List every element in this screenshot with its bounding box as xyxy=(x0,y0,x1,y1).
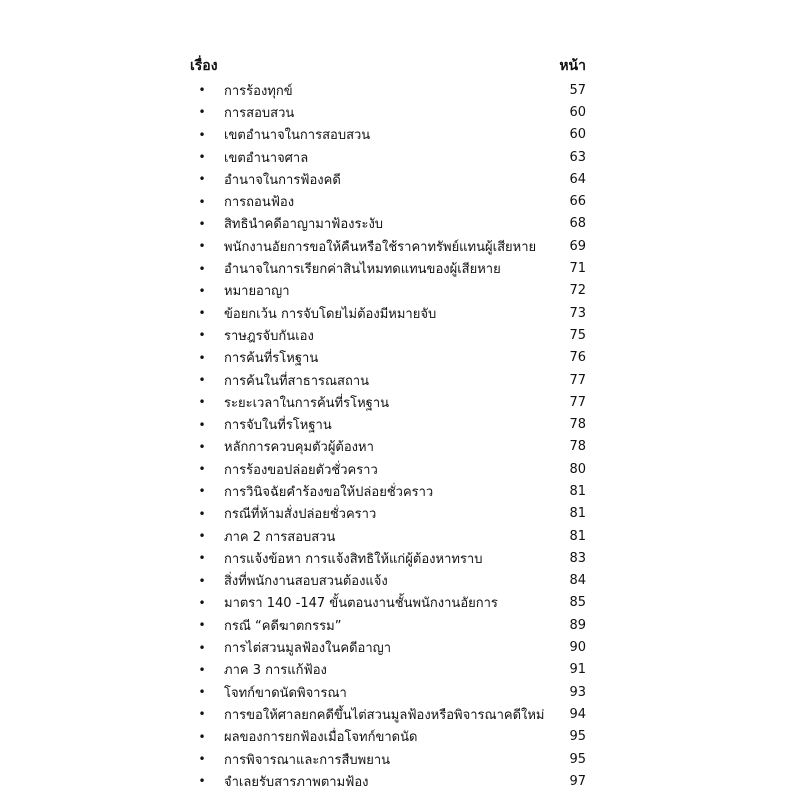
toc-entry xyxy=(190,614,586,636)
toc-entry-title: การค้นในที่สาธารณสถาน xyxy=(224,373,370,389)
toc-entry-page: 83 xyxy=(569,550,586,566)
toc-entry xyxy=(190,324,586,346)
toc-header xyxy=(190,55,586,77)
toc-entry-page: 94 xyxy=(569,706,586,722)
bullet-icon: • xyxy=(198,350,206,365)
bullet-icon: • xyxy=(198,216,206,231)
toc-entry-title: ระยะเวลาในการค้นที่รโหฐาน xyxy=(224,395,390,411)
toc-entry-title: การร้องขอปล่อยตัวชั่วคราว xyxy=(224,462,378,478)
toc-entry-title: การแจ้งข้อหา การแจ้งสิทธิให้แก่ผู้ต้องหาทราบ xyxy=(224,551,483,567)
bullet-icon: • xyxy=(198,685,206,700)
toc-entry xyxy=(190,681,586,703)
toc-entry-page: 95 xyxy=(569,729,586,745)
toc-entry xyxy=(190,659,586,681)
toc-entry xyxy=(190,280,586,302)
toc-entry-title: ราษฎรจับกันเอง xyxy=(224,328,314,344)
toc-entry xyxy=(190,235,586,257)
toc-entry-page: 89 xyxy=(569,617,586,633)
toc-entry-page: 72 xyxy=(569,283,586,299)
toc-entry-title: ภาค 2 การสอบสวน xyxy=(224,529,336,545)
bullet-icon: • xyxy=(198,261,206,276)
bullet-icon: • xyxy=(198,439,206,454)
toc-entry-title: อำนาจในการเรียกค่าสินไหมทดแทนของผู้เสียหาย xyxy=(224,262,501,278)
bullet-icon: • xyxy=(198,373,206,387)
toc-entry xyxy=(190,79,586,101)
toc-entry-page: 73 xyxy=(569,305,586,321)
toc-entry-page: 77 xyxy=(569,394,586,410)
toc-entry xyxy=(190,190,586,212)
toc-entry xyxy=(190,636,586,658)
toc-entry-title: เขตอำนาจศาล xyxy=(224,150,309,166)
bullet-icon: • xyxy=(198,239,206,254)
bullet-icon: • xyxy=(198,172,206,187)
toc-entry-title: การสอบสวน xyxy=(224,105,295,121)
toc-entry xyxy=(190,748,586,770)
toc-page-heading: หน้า xyxy=(559,58,586,74)
toc-entry-title: การวินิจฉัยคำร้องขอให้ปล่อยชั่วคราว xyxy=(224,484,434,500)
toc-entry xyxy=(190,369,586,391)
toc-entry xyxy=(190,302,586,324)
bullet-icon: • xyxy=(198,283,206,298)
bullet-icon: • xyxy=(198,83,206,98)
toc-entry-title: กรณีที่ห้ามสั่งปล่อยชั่วคราว xyxy=(224,507,377,523)
bullet-icon: • xyxy=(198,194,206,209)
toc-list xyxy=(190,79,586,793)
toc-entry-title: การค้นที่รโหฐาน xyxy=(224,351,319,367)
toc-entry xyxy=(190,570,586,592)
toc-entry xyxy=(190,480,586,502)
toc-entry-page: 57 xyxy=(569,82,586,98)
toc-entry-title: ข้อยกเว้น การจับโดยไม่ต้องมีหมายจับ xyxy=(224,306,437,322)
bullet-icon: • xyxy=(198,328,206,343)
bullet-icon: • xyxy=(198,417,206,432)
toc-entry-page: 80 xyxy=(569,461,586,477)
bullet-icon: • xyxy=(198,707,206,722)
bullet-icon: • xyxy=(198,462,206,477)
bullet-icon: • xyxy=(198,105,206,120)
toc-entry-page: 78 xyxy=(569,439,586,455)
toc-entry-page: 64 xyxy=(569,171,586,187)
toc-entry-title: มาตรา 140 -147 ขั้นตอนงานชั้นพนักงานอัยการ xyxy=(224,596,498,612)
toc-entry-title: การร้องทุกข์ xyxy=(224,83,293,99)
bullet-icon: • xyxy=(198,395,206,410)
toc-entry xyxy=(190,458,586,480)
toc-title-heading: เรื่อง xyxy=(190,58,218,74)
toc-entry-title: การไต่สวนมูลฟ้องในคดีอาญา xyxy=(224,641,392,657)
bullet-icon: • xyxy=(198,729,206,744)
toc-entry-page: 66 xyxy=(569,194,586,210)
toc-entry-title: การขอให้ศาลยกคดีขึ้นไต่สวนมูลฟ้องหรือพิจารณาคดีใหม่ xyxy=(224,707,545,723)
bullet-icon: • xyxy=(198,506,206,521)
toc-entry-page: 60 xyxy=(569,104,586,120)
table-of-contents xyxy=(190,55,586,793)
toc-entry-title: การจับในที่รโหฐาน xyxy=(224,418,332,434)
bullet-icon: • xyxy=(198,573,206,588)
bullet-icon: • xyxy=(198,551,206,566)
toc-entry-page: 63 xyxy=(569,149,586,165)
toc-entry-page: 77 xyxy=(569,372,586,388)
bullet-icon: • xyxy=(198,752,206,767)
toc-entry-title: ภาค 3 การแก้ฟ้อง xyxy=(224,663,327,679)
toc-entry-title: สิ่งที่พนักงานสอบสวนต้องแจ้ง xyxy=(224,574,388,590)
toc-entry xyxy=(190,257,586,279)
toc-entry-page: 90 xyxy=(569,640,586,656)
toc-entry-title: หมายอาญา xyxy=(224,284,290,300)
toc-entry-title: โจทก์ขาดนัดพิจารณา xyxy=(224,685,347,701)
toc-entry-title: หลักการควบคุมตัวผู้ต้องหา xyxy=(224,440,374,456)
toc-entry-page: 68 xyxy=(569,216,586,232)
toc-entry-page: 91 xyxy=(569,662,586,678)
toc-entry xyxy=(190,413,586,435)
toc-entry xyxy=(190,592,586,614)
toc-entry xyxy=(190,101,586,123)
toc-entry-title: การพิจารณาและการสืบพยาน xyxy=(224,752,391,768)
toc-entry xyxy=(190,168,586,190)
toc-entry-page: 95 xyxy=(569,751,586,767)
toc-entry-page: 84 xyxy=(569,573,586,589)
toc-entry-page: 81 xyxy=(569,506,586,522)
toc-entry-title: ผลของการยกฟ้องเมื่อโจทก์ขาดนัด xyxy=(224,730,418,746)
toc-entry-title: พนักงานอัยการขอให้คืนหรือใช้ราคาทรัพย์แทนผู้เสียหาย xyxy=(224,239,537,255)
bullet-icon: • xyxy=(198,618,206,633)
toc-entry-page: 81 xyxy=(569,483,586,499)
toc-entry xyxy=(190,770,586,792)
bullet-icon: • xyxy=(198,640,206,655)
toc-entry-title: เขตอำนาจในการสอบสวน xyxy=(224,128,371,144)
toc-entry-page: 76 xyxy=(569,350,586,366)
toc-entry xyxy=(190,726,586,748)
toc-entry xyxy=(190,347,586,369)
toc-entry xyxy=(190,124,586,146)
toc-entry-page: 85 xyxy=(569,595,586,611)
toc-entry-title: อำนาจในการฟ้องคดี xyxy=(224,172,341,188)
toc-entry-title: จำเลยรับสารภาพตามฟ้อง xyxy=(224,774,369,790)
toc-entry-page: 60 xyxy=(569,127,586,143)
toc-entry xyxy=(190,547,586,569)
toc-entry xyxy=(190,436,586,458)
toc-entry xyxy=(190,703,586,725)
bullet-icon: • xyxy=(198,127,206,142)
bullet-icon: • xyxy=(198,529,206,544)
toc-entry xyxy=(190,525,586,547)
toc-entry-page: 97 xyxy=(569,773,586,789)
toc-entry-title: สิทธินำคดีอาญามาฟ้องระงับ xyxy=(224,217,384,233)
toc-entry-page: 75 xyxy=(569,327,586,343)
toc-entry-page: 78 xyxy=(569,417,586,433)
bullet-icon: • xyxy=(198,484,206,499)
toc-entry-title: กรณี “คดีฆาตกรรม” xyxy=(224,618,342,634)
bullet-icon: • xyxy=(198,306,206,321)
toc-entry-page: 69 xyxy=(569,238,586,254)
toc-entry-page: 81 xyxy=(569,528,586,544)
toc-entry xyxy=(190,503,586,525)
toc-entry xyxy=(190,146,586,168)
bullet-icon: • xyxy=(198,662,206,677)
toc-entry-page: 93 xyxy=(569,684,586,700)
bullet-icon: • xyxy=(198,774,206,789)
toc-entry-page: 71 xyxy=(569,261,586,277)
bullet-icon: • xyxy=(198,150,206,165)
bullet-icon: • xyxy=(198,595,206,610)
toc-entry-title: การถอนฟ้อง xyxy=(224,195,295,211)
toc-entry xyxy=(190,391,586,413)
toc-entry xyxy=(190,213,586,235)
